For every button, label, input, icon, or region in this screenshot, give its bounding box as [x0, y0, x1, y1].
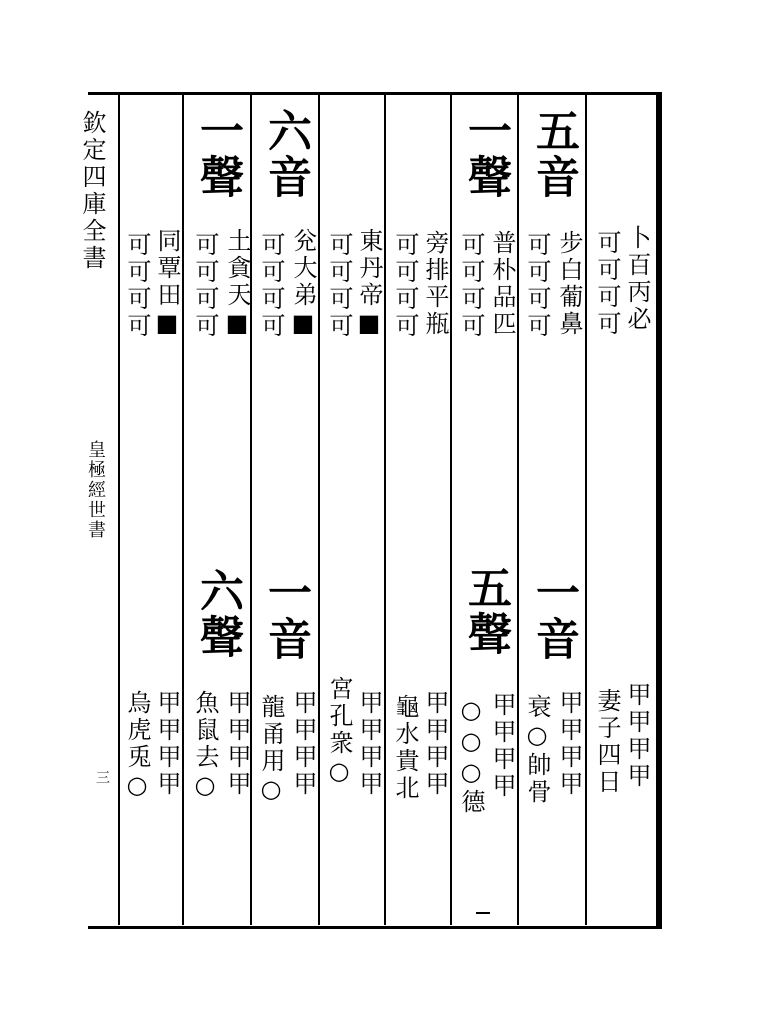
- column-rule: [250, 95, 252, 925]
- column-1-lower-line-1: 甲甲甲甲: [623, 682, 651, 790]
- column-8-upper-line-2: 可可可可: [123, 232, 151, 340]
- column-rule: [517, 95, 519, 925]
- column-4-upper-line-2: 可可可可: [391, 232, 419, 340]
- frame-top-border: [88, 92, 662, 95]
- column-3-upper-line-1: 普朴品匹: [488, 230, 516, 338]
- column-1-lower-line-2: 妻子四日: [593, 688, 621, 796]
- column-3-end-mark: [476, 912, 490, 914]
- column-6-lower-line-2: 龍甬用○: [257, 694, 285, 806]
- section-title: 皇極經世書: [85, 440, 106, 540]
- frame-bottom-border: [88, 926, 662, 929]
- column-5-lower-line-1: 甲甲甲甲: [355, 690, 383, 798]
- column-rule: [450, 95, 452, 925]
- column-8-lower-line-2: 烏虎兎○: [123, 690, 151, 802]
- column-2-upper-line-2: 可可可可: [523, 232, 551, 340]
- column-8-upper-line-1: 同覃田■: [153, 228, 181, 340]
- column-5-lower-line-2: 宮孔衆○: [325, 676, 353, 788]
- column-7-lower-heading: 六聲: [192, 568, 243, 660]
- column-3-lower-line-2: ○○○德: [457, 696, 485, 816]
- frame-right-border: [656, 92, 662, 929]
- column-8-lower-line-1: 甲甲甲甲: [153, 690, 181, 798]
- column-rule: [318, 95, 320, 925]
- column-6-upper-heading: 六音: [260, 108, 311, 200]
- column-6-upper-line-1: 兊大弟■: [289, 228, 317, 340]
- column-1-upper-line-1: 卜百丙必: [623, 225, 651, 333]
- column-2-lower-line-2: 衰○帥骨: [523, 694, 551, 806]
- column-4-dotted-mark: [384, 380, 386, 440]
- column-7-upper-line-2: 可可可可: [191, 232, 219, 340]
- column-7-upper-line-1: 土貪天■: [223, 228, 251, 340]
- column-3-lower-line-1: 甲甲甲甲: [488, 692, 516, 800]
- column-rule: [118, 95, 120, 925]
- column-7-lower-line-1: 甲甲甲甲: [223, 690, 251, 798]
- column-rule: [585, 95, 587, 925]
- column-3-upper-heading: 一聲: [460, 108, 511, 200]
- column-6-upper-line-2: 可可可可: [257, 232, 285, 340]
- column-1-upper-line-2: 可可可可: [593, 230, 621, 338]
- column-2-upper-line-1: 步白葡鼻: [555, 230, 583, 338]
- column-3-lower-heading: 五聲: [460, 565, 511, 657]
- column-rule: [384, 95, 386, 925]
- column-4-lower-line-2: 龜水貴北: [391, 694, 419, 802]
- column-rule: [182, 95, 184, 925]
- page-number: 三: [94, 770, 110, 784]
- column-2-lower-heading: 一音: [528, 570, 579, 662]
- book-title: 欽定四庫全書: [78, 110, 106, 272]
- column-4-upper-line-1: 旁排平瓶: [421, 230, 449, 338]
- column-5-upper-line-2: 可可可可: [325, 232, 353, 340]
- column-7-lower-line-2: 魚鼠去○: [191, 690, 219, 802]
- column-7-upper-heading: 一聲: [192, 108, 243, 200]
- column-2-lower-line-1: 甲甲甲甲: [555, 690, 583, 798]
- column-6-lower-heading: 一音: [260, 570, 311, 662]
- column-2-upper-heading: 五音: [528, 108, 579, 200]
- column-6-lower-line-1: 甲甲甲甲: [289, 690, 317, 798]
- column-5-upper-line-1: 東丹帝■: [355, 228, 383, 340]
- column-3-upper-line-2: 可可可可: [457, 232, 485, 340]
- column-4-lower-line-1: 甲甲甲甲: [421, 690, 449, 798]
